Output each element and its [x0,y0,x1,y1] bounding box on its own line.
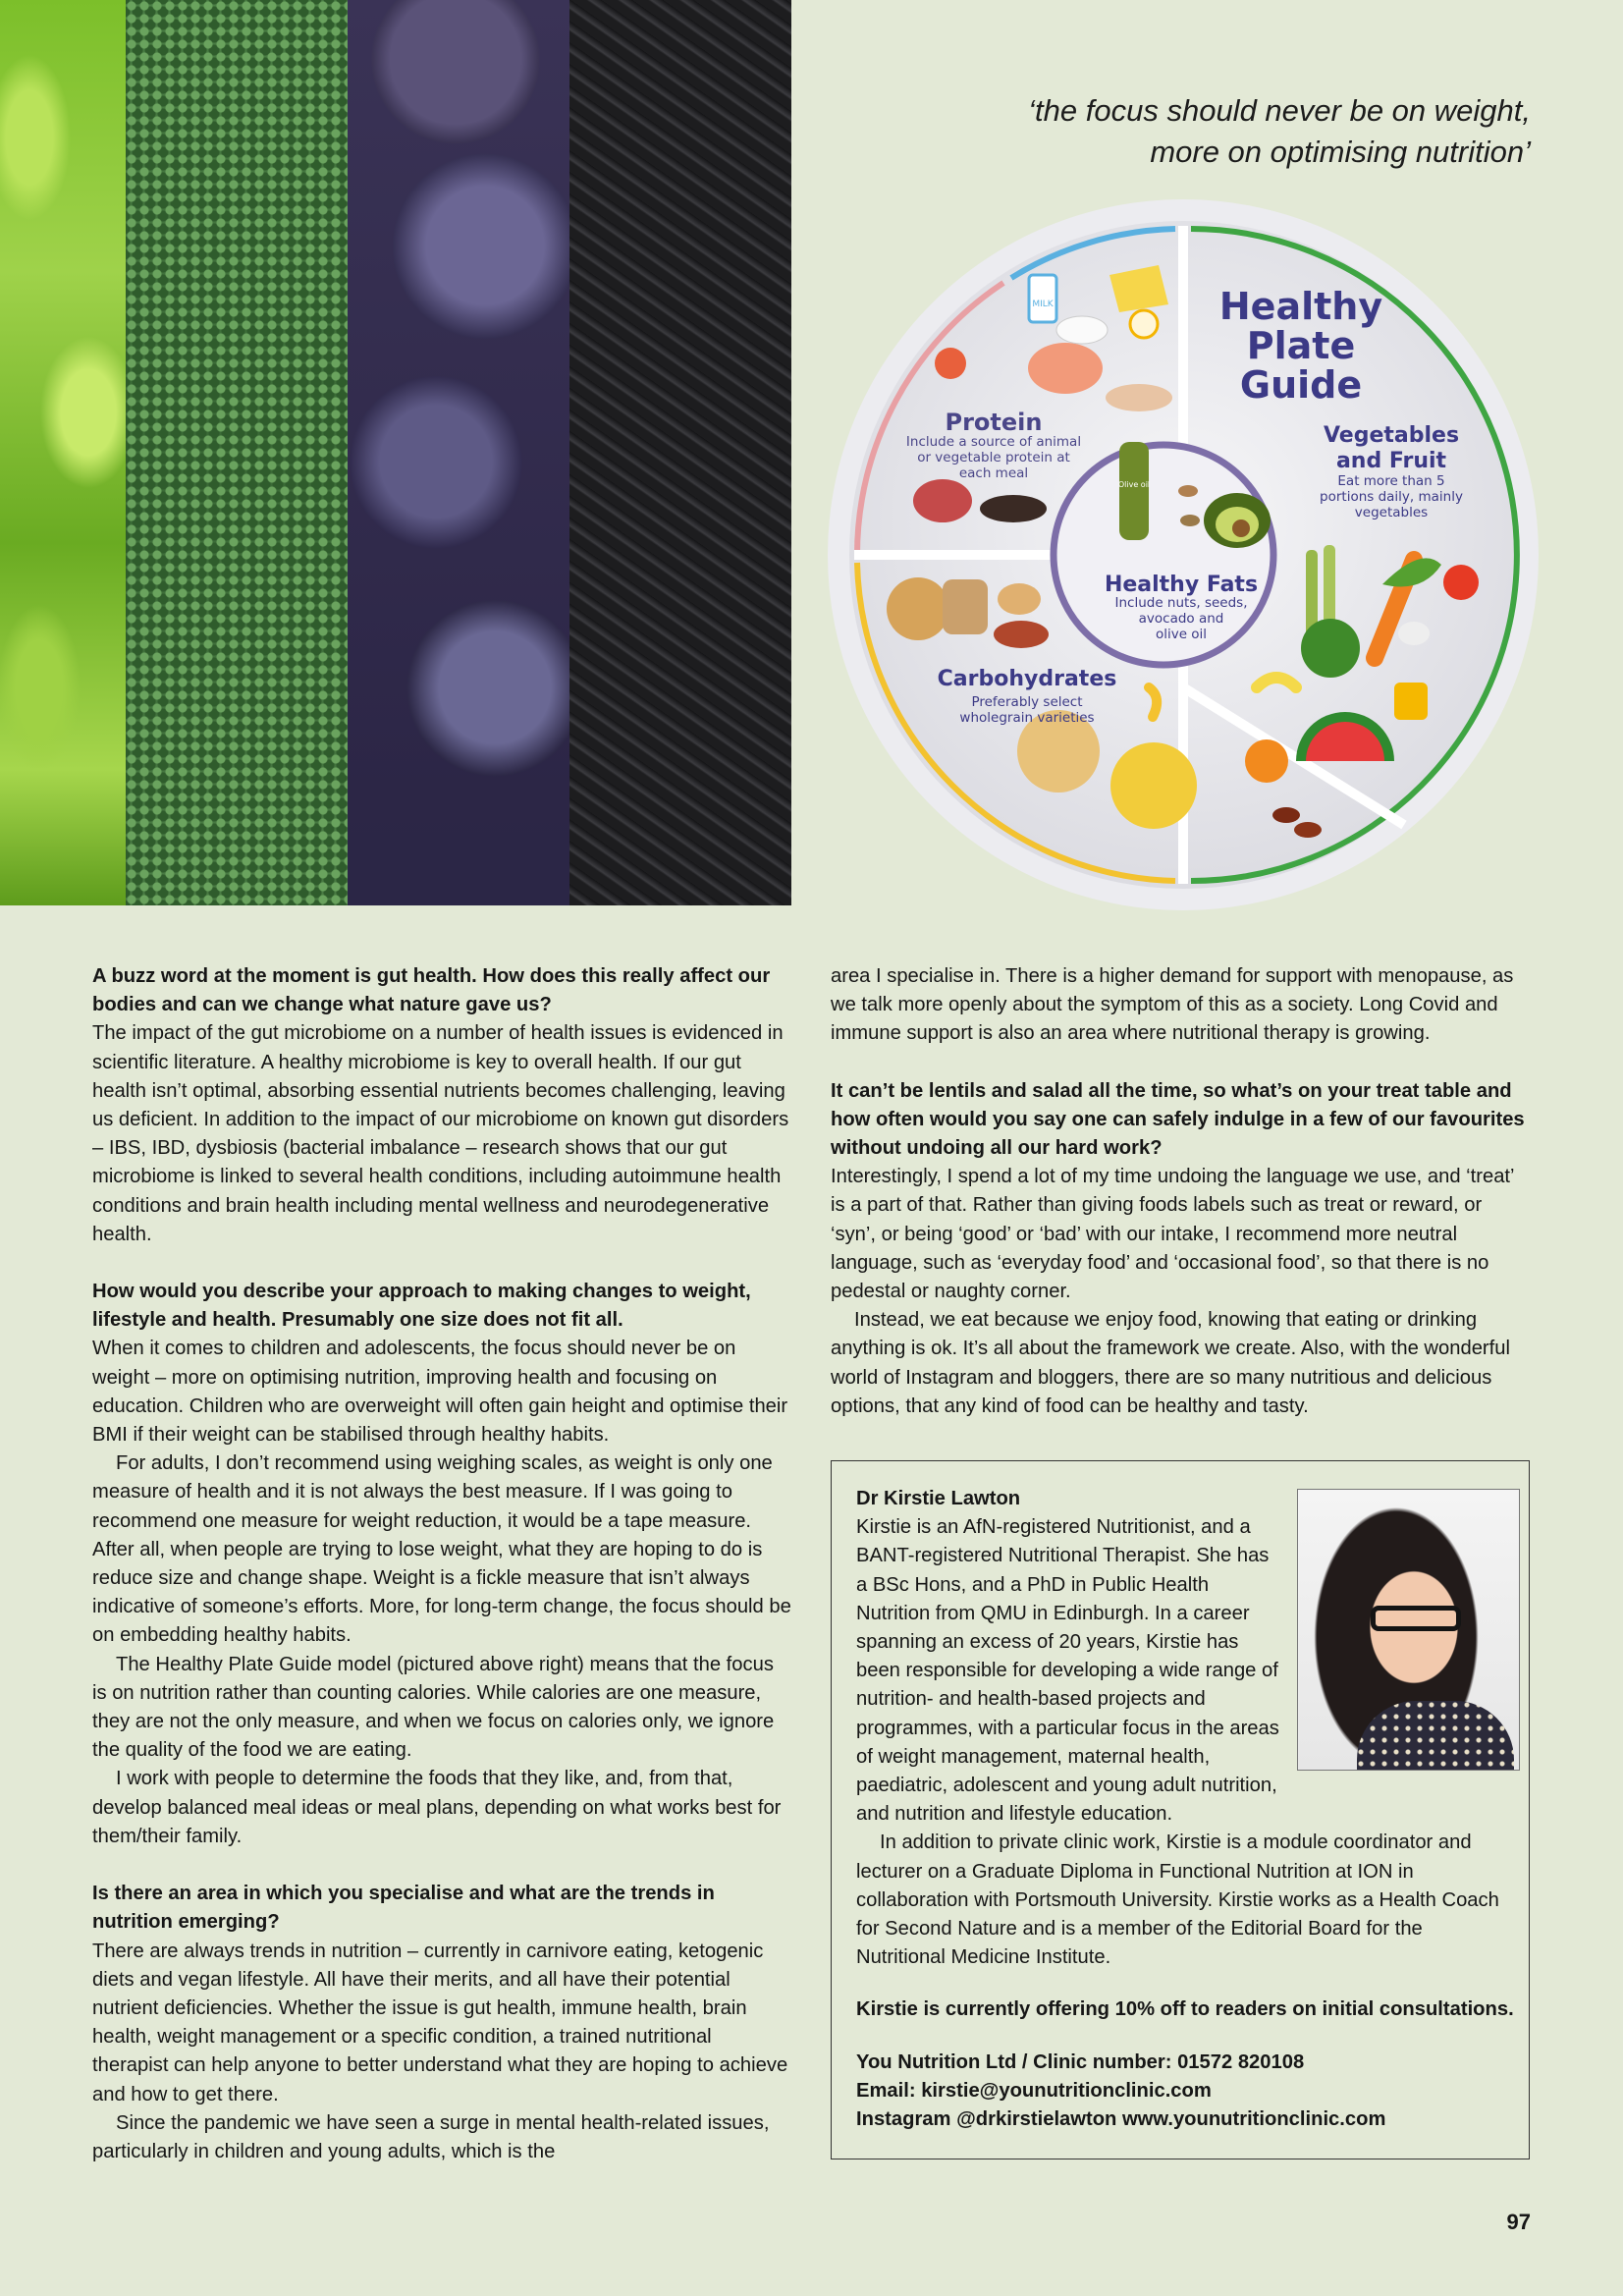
glasses-shape [1371,1606,1461,1631]
answer-paragraph: There are always trends in nutrition – currently in carnivore eating, ketogenic diets and vegan lifestyle. All have their merits, and all have their potential nutrient deficiencies. Whether the issue is gut health, immune health, brain health, weight management or a specific condition, a trained nutritional therapist can help anyone to better understand what they are hoping to achieve and how to get there. [92,1940,788,2105]
answer-paragraph: Interestingly, I spend a lot of my time undoing the language we use, and ‘treat’ is a part of that. Rather than giving foods labels such as treat or reward, or ‘syn’, or being ‘good’ or ‘bad’ with our intake, I recommend more neutral language, such as ‘everyday food’ and ‘occasional food’, so that there is no pedestal or naughty corner. [831,1166,1514,1303]
milk-label: MILK [1032,300,1054,309]
svg-text:portions daily, mainly: portions daily, mainly [1320,489,1463,505]
svg-text:Healthy Fats: Healthy Fats [1104,573,1259,597]
svg-text:and Fruit: and Fruit [1335,449,1447,473]
article-right-column [831,962,1530,1421]
author-photo [1297,1489,1520,1771]
svg-text:Include nuts, seeds,: Include nuts, seeds, [1114,595,1248,611]
question-heading: How would you describe your approach to making changes to weight, lifestyle and health. Presumably one size does not fit all. [92,1281,751,1332]
svg-text:vegetables: vegetables [1354,505,1429,520]
svg-text:Preferably select: Preferably select [971,694,1083,710]
contact-social: Instagram @drkirstielawton www.younutritionclinic.com [856,2108,1386,2131]
olive-oil-label: Olive oil [1117,480,1151,489]
answer-paragraph: I work with people to determine the foods that they like, and, from that, develop balanced meal ideas or meal plans, depending on what works best for them/their family. [92,1768,782,1847]
page-number: 97 [1506,2210,1531,2234]
plum-photo [348,0,569,905]
svg-text:wholegrain varieties: wholegrain varieties [959,710,1095,726]
svg-text:Include a source of animal: Include a source of animal [905,434,1082,450]
food-photo-strips [0,0,791,905]
broccoli-photo [126,0,348,905]
question-heading: Is there an area in which you specialise and what are the trends in nutrition emerging? [92,1883,715,1934]
answer-paragraph: The Healthy Plate Guide model (pictured above right) means that the focus is on nutrition rather than counting calories. While calories are one measure, they are not the only measure, and when we focus on calories only, we ignore the quality of the food we are eating. [92,1653,775,1762]
svg-text:Plate: Plate [1246,324,1356,367]
svg-text:Healthy: Healthy [1218,285,1383,328]
paragraph-gap [831,1049,1530,1077]
author-name: Dr Kirstie Lawton [856,1488,1021,1509]
svg-text:olive oil: olive oil [1155,627,1208,642]
lettuce-photo [0,0,126,905]
answer-paragraph: Since the pandemic we have seen a surge in mental health-related issues, particularly in children and young adults, which is the [92,2111,770,2162]
reader-offer: Kirstie is currently offering 10% off to readers on initial consultations. [856,1998,1514,2021]
paragraph-gap [92,1851,791,1880]
question-heading: A buzz word at the moment is gut health. How does this really affect our bodies and can we change what nature gave us? [92,965,771,1016]
author-bio-box [831,1460,1530,2159]
question-heading: It can’t be lentils and salad all the time, so what’s on your treat table and how often would you say one can safely indulge in a few of our favourites without undoing all our hard work? [831,1079,1525,1160]
answer-paragraph: Instead, we eat because we enjoy food, knowing that eating or drinking anything is ok. It’s all about the framework we create. Also, with the wonderful world of Instagram and bloggers, there are so many nutritious and delicious options, that any kind of food can be healthy and tasty. [831,1309,1510,1417]
svg-text:Vegetables: Vegetables [1323,423,1460,448]
healthy-plate-guide [825,196,1542,913]
author-bio-content [856,1485,1516,2134]
prune-photo [569,0,791,905]
bio-paragraph: In addition to private clinic work, Kirstie is a module coordinator and lecturer on a Graduate Diploma in Functional Nutrition at ION in collaboration with Portsmouth University. Kirstie works as a Health Coach for Second Nature and is a member of the Editorial Board for the Nutritional Medicine Institute. [856,1831,1499,1969]
pull-quote [902,90,1531,173]
article-left-column [92,962,791,2166]
contact-email: Email: kirstie@younutritionclinic.com [856,2079,1212,2102]
contact-line: You Nutrition Ltd / Clinic number: 01572 820108 [856,2050,1305,2073]
answer-paragraph: For adults, I don’t recommend using weighing scales, as weight is only one measure of health and it is not always the best measure. If I was going to recommend one measure for weight reduction, it would be a tape measure. After all, when people are trying to lose weight, what they are hoping to do is reduce size and change shape. Weight is a fickle measure that isn’t always indicative of someone’s efforts. More, for long-term change, the focus should be on embedding healthy habits. [92,1452,791,1647]
svg-text:Guide: Guide [1239,363,1363,407]
bio-paragraph: Kirstie is an AfN-registered Nutritionist, and a BANT-registered Nutritional Therapist. She has a BSc Hons, and a PhD in Public Health Nutrition from QMU in Edinburgh. In a career spanning an excess of 20 years, Kirstie has been responsible for developing a wide range of nutrition- and health-based projects and programmes, with a particular focus in the areas of weight management, maternal health, paediatric, adolescent and young adult nutrition, and nutrition and lifestyle education. [856,1516,1279,1826]
shirt-shape [1357,1701,1514,1770]
pull-quote-line: more on optimising nutrition’ [1150,135,1531,169]
answer-paragraph: When it comes to children and adolescents, the focus should never be on weight – more on optimising nutrition, improving health and focusing on education. Children who are overweight will often gain height and optimise their BMI if their weight can be stabilised through healthy habits. [92,1338,788,1447]
svg-text:avocado and: avocado and [1138,611,1224,627]
svg-text:or vegetable protein at: or vegetable protein at [917,450,1070,465]
answer-paragraph: The impact of the gut microbiome on a number of health issues is evidenced in scientific literature. A healthy microbiome is key to overall health. If our gut health isn’t optimal, absorbing essential nutrients becomes challenging, leaving us deficient. In addition to the impact of our microbiome on known gut disorders – IBS, IBD, dysbiosis (bacterial imbalance – research shows that our gut microbiome is linked to several health conditions, including autoimmune health conditions and brain health including mental wellness and neurodegenerative health. [92,1022,789,1245]
svg-text:each meal: each meal [958,465,1029,481]
pull-quote-line: ‘the focus should never be on weight, [1028,93,1531,128]
svg-text:Eat more than 5: Eat more than 5 [1337,473,1445,489]
paragraph-gap [92,1249,791,1278]
svg-text:Carbohydrates: Carbohydrates [937,667,1117,691]
answer-paragraph: area I specialise in. There is a higher demand for support with menopause, as we talk more openly about the symptom of this as a society. Long Covid and immune support is also an area where nutritional therapy is growing. [831,965,1514,1045]
protein-heading: Protein [945,409,1043,436]
